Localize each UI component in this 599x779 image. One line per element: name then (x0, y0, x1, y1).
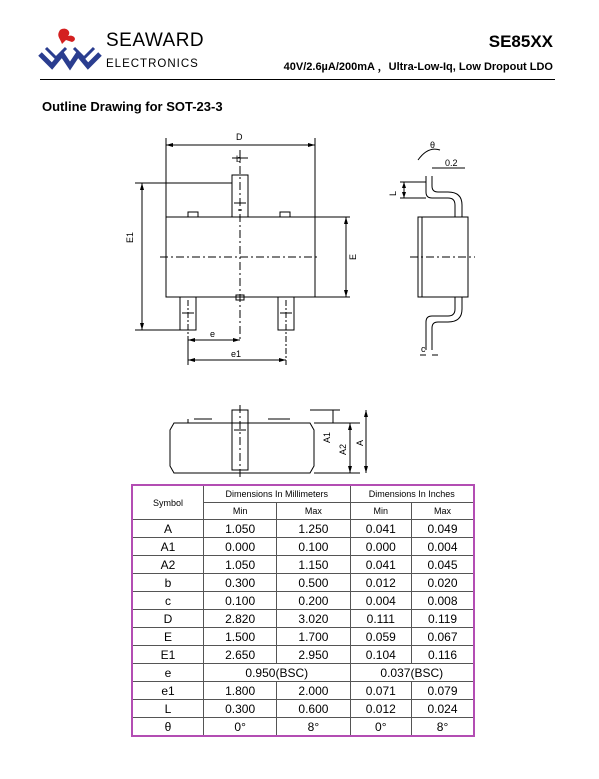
cell-in-min: 0.041 (350, 520, 411, 538)
cell-in-min: 0.012 (350, 700, 411, 718)
table-row (132, 628, 474, 646)
label-theta: θ (430, 140, 436, 150)
brand-name: SEAWARD (106, 30, 205, 51)
table-row (132, 700, 474, 718)
cell-in-max: 8° (412, 718, 474, 737)
cell-mm-max: 2.950 (277, 646, 350, 664)
cell-mm-min: 1.500 (204, 628, 277, 646)
table-row (132, 520, 474, 538)
cell-mm-min: 2.650 (204, 646, 277, 664)
label-e1: e1 (231, 349, 242, 359)
cell-mm-min: 1.050 (204, 556, 277, 574)
cell-symbol: L (132, 700, 204, 718)
label-e: e (210, 329, 216, 339)
cell-mm-max: 3.020 (277, 610, 350, 628)
cell-in-max: 0.119 (412, 610, 474, 628)
cell-mm-min: 0.000 (204, 538, 277, 556)
cell-in-max: 0.067 (412, 628, 474, 646)
cell-mm-max: 1.700 (277, 628, 350, 646)
cell-in-bsc: 0.037(BSC) (350, 664, 474, 682)
cell-in-min: 0.012 (350, 574, 411, 592)
cell-mm-bsc: 0.950(BSC) (204, 664, 351, 682)
header-mm-max: Max (277, 503, 350, 520)
cell-in-min: 0.104 (350, 646, 411, 664)
label-b: b (236, 154, 242, 164)
cell-in-max: 0.079 (412, 682, 474, 700)
brand-subname: ELECTRONICS (106, 58, 199, 70)
cell-in-max: 0.045 (412, 556, 474, 574)
cell-symbol: c (132, 592, 204, 610)
table-row (132, 718, 474, 737)
cell-symbol: E (132, 628, 204, 646)
cell-symbol: E1 (132, 646, 204, 664)
cell-in-min: 0.041 (350, 556, 411, 574)
table-row (132, 682, 474, 700)
header-mm-min: Min (204, 503, 277, 520)
cell-mm-min: 0° (204, 718, 277, 737)
cell-in-max: 0.020 (412, 574, 474, 592)
dimension-table (131, 484, 475, 737)
table-row (132, 610, 474, 628)
cell-in-max: 0.116 (412, 646, 474, 664)
cell-mm-min: 1.050 (204, 520, 277, 538)
cell-mm-max: 2.000 (277, 682, 350, 700)
cell-in-max: 0.024 (412, 700, 474, 718)
label-E: E (348, 253, 358, 260)
table-row (132, 646, 474, 664)
cell-symbol: A2 (132, 556, 204, 574)
label-gauge: 0.2 (445, 158, 458, 168)
cell-in-max: 0.004 (412, 538, 474, 556)
cell-in-max: 0.008 (412, 592, 474, 610)
cell-symbol: b (132, 574, 204, 592)
table-row (132, 538, 474, 556)
table-row (132, 592, 474, 610)
cell-symbol: e1 (132, 682, 204, 700)
label-c: c (421, 344, 426, 354)
cell-in-min: 0.000 (350, 538, 411, 556)
cell-in-min: 0° (350, 718, 411, 737)
cell-in-min: 0.059 (350, 628, 411, 646)
cell-in-max: 0.049 (412, 520, 474, 538)
cell-symbol: e (132, 664, 204, 682)
header-millimeters: Dimensions In Millimeters (204, 485, 351, 503)
table-row (132, 664, 474, 682)
header-inches: Dimensions In Inches (350, 485, 474, 503)
cell-mm-min: 2.820 (204, 610, 277, 628)
label-L: L (388, 190, 398, 196)
label-A: A (355, 439, 365, 446)
header-symbol: Symbol (132, 485, 204, 520)
cell-mm-max: 8° (277, 718, 350, 737)
cell-mm-min: 1.800 (204, 682, 277, 700)
cell-mm-min: 0.100 (204, 592, 277, 610)
product-subtitle: 40V/2.6µA/200mA ，Ultra-Low-Iq, Low Dropout LDO (283, 61, 553, 73)
cell-mm-max: 0.200 (277, 592, 350, 610)
cell-mm-min: 0.300 (204, 700, 277, 718)
cell-symbol: A1 (132, 538, 204, 556)
cell-mm-max: 0.500 (277, 574, 350, 592)
cell-mm-max: 0.100 (277, 538, 350, 556)
header-in-max: Max (412, 503, 474, 520)
header-in-min: Min (350, 503, 411, 520)
cell-in-min: 0.111 (350, 610, 411, 628)
model-number: SE85XX (488, 32, 553, 51)
cell-mm-max: 0.600 (277, 700, 350, 718)
section-title: Outline Drawing for SOT-23-3 (42, 99, 223, 114)
cell-mm-max: 1.150 (277, 556, 350, 574)
cell-mm-max: 1.250 (277, 520, 350, 538)
cell-symbol: θ (132, 718, 204, 737)
label-A1: A1 (322, 431, 332, 443)
table-row (132, 574, 474, 592)
table-row (132, 556, 474, 574)
cell-symbol: A (132, 520, 204, 538)
cell-symbol: D (132, 610, 204, 628)
cell-in-min: 0.071 (350, 682, 411, 700)
label-A2: A2 (338, 443, 348, 455)
cell-in-min: 0.004 (350, 592, 411, 610)
cell-mm-min: 0.300 (204, 574, 277, 592)
label-E1: E1 (125, 231, 135, 243)
label-D: D (236, 132, 243, 142)
